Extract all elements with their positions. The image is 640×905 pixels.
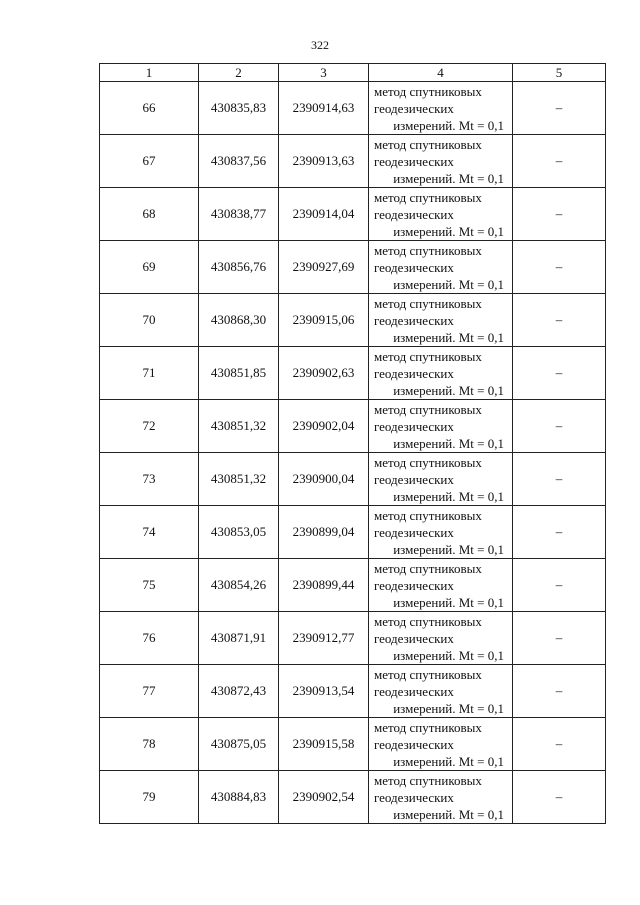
method-line: геодезических — [374, 789, 454, 805]
method-line: геодезических — [374, 736, 454, 752]
method-line: измерений. Mt = 0,1 — [393, 647, 504, 663]
y-coordinate-cell: 2390902,54 — [279, 771, 369, 824]
point-number-cell: 71 — [100, 347, 199, 400]
method-line: метод спутниковых — [374, 613, 482, 629]
header-col-4: 4 — [369, 64, 513, 82]
table-row — [100, 718, 606, 771]
point-number-cell: 72 — [100, 400, 199, 453]
table-body — [100, 82, 606, 824]
y-coordinate-cell: 2390900,04 — [279, 453, 369, 506]
header-col-5: 5 — [513, 64, 606, 82]
y-coordinate-cell: 2390915,06 — [279, 294, 369, 347]
method-line: метод спутниковых — [374, 560, 482, 576]
y-coordinate-cell: 2390913,54 — [279, 665, 369, 718]
note-cell: – — [513, 135, 606, 188]
method-line: метод спутниковых — [374, 295, 482, 311]
x-coordinate-cell: 430837,56 — [199, 135, 279, 188]
y-coordinate-cell: 2390913,63 — [279, 135, 369, 188]
method-line: измерений. Mt = 0,1 — [393, 382, 504, 398]
x-coordinate-cell: 430853,05 — [199, 506, 279, 559]
note-cell: – — [513, 347, 606, 400]
method-line: измерений. Mt = 0,1 — [393, 276, 504, 292]
table-row — [100, 665, 606, 718]
method-line: измерений. Mt = 0,1 — [393, 435, 504, 451]
table-row — [100, 559, 606, 612]
table-row — [100, 347, 606, 400]
header-col-2: 2 — [199, 64, 279, 82]
note-cell: – — [513, 241, 606, 294]
header-col-1: 1 — [100, 64, 199, 82]
note-cell: – — [513, 718, 606, 771]
method-line: геодезических — [374, 471, 454, 487]
coordinates-table — [99, 63, 606, 824]
note-cell: – — [513, 294, 606, 347]
method-line: геодезических — [374, 630, 454, 646]
table-header — [100, 64, 606, 82]
x-coordinate-cell: 430871,91 — [199, 612, 279, 665]
method-line: геодезических — [374, 259, 454, 275]
method-line: метод спутниковых — [374, 348, 482, 364]
table-row — [100, 82, 606, 135]
x-coordinate-cell: 430856,76 — [199, 241, 279, 294]
table-row — [100, 400, 606, 453]
point-number-cell: 69 — [100, 241, 199, 294]
method-line: геодезических — [374, 312, 454, 328]
method-line: геодезических — [374, 153, 454, 169]
method-cell — [369, 135, 513, 188]
table-row — [100, 771, 606, 824]
method-line: измерений. Mt = 0,1 — [393, 170, 504, 186]
method-line: геодезических — [374, 418, 454, 434]
method-cell — [369, 559, 513, 612]
method-line: метод спутниковых — [374, 401, 482, 417]
point-number-cell: 76 — [100, 612, 199, 665]
method-cell — [369, 294, 513, 347]
note-cell: – — [513, 82, 606, 135]
method-line: измерений. Mt = 0,1 — [393, 700, 504, 716]
y-coordinate-cell: 2390899,44 — [279, 559, 369, 612]
point-number-cell: 77 — [100, 665, 199, 718]
y-coordinate-cell: 2390914,63 — [279, 82, 369, 135]
table-row — [100, 135, 606, 188]
method-cell — [369, 612, 513, 665]
x-coordinate-cell: 430884,83 — [199, 771, 279, 824]
x-coordinate-cell: 430872,43 — [199, 665, 279, 718]
method-cell — [369, 82, 513, 135]
method-line: измерений. Mt = 0,1 — [393, 223, 504, 239]
note-cell: – — [513, 612, 606, 665]
y-coordinate-cell: 2390899,04 — [279, 506, 369, 559]
x-coordinate-cell: 430851,32 — [199, 453, 279, 506]
point-number-cell: 75 — [100, 559, 199, 612]
method-line: измерений. Mt = 0,1 — [393, 541, 504, 557]
method-line: метод спутниковых — [374, 189, 482, 205]
method-line: геодезических — [374, 206, 454, 222]
header-row — [100, 64, 606, 82]
method-line: геодезических — [374, 524, 454, 540]
table-row — [100, 612, 606, 665]
method-line: измерений. Mt = 0,1 — [393, 117, 504, 133]
method-line: геодезических — [374, 100, 454, 116]
method-cell — [369, 718, 513, 771]
x-coordinate-cell: 430868,30 — [199, 294, 279, 347]
x-coordinate-cell: 430835,83 — [199, 82, 279, 135]
method-line: метод спутниковых — [374, 772, 482, 788]
table-row — [100, 453, 606, 506]
point-number-cell: 66 — [100, 82, 199, 135]
method-cell — [369, 241, 513, 294]
method-line: измерений. Mt = 0,1 — [393, 806, 504, 822]
y-coordinate-cell: 2390927,69 — [279, 241, 369, 294]
point-number-cell: 79 — [100, 771, 199, 824]
page-number: 322 — [311, 38, 329, 52]
x-coordinate-cell: 430838,77 — [199, 188, 279, 241]
x-coordinate-cell: 430851,85 — [199, 347, 279, 400]
table-row — [100, 506, 606, 559]
header-col-3: 3 — [279, 64, 369, 82]
method-line: геодезических — [374, 683, 454, 699]
x-coordinate-cell: 430851,32 — [199, 400, 279, 453]
method-line: измерений. Mt = 0,1 — [393, 329, 504, 345]
method-cell — [369, 400, 513, 453]
point-number-cell: 74 — [100, 506, 199, 559]
note-cell: – — [513, 665, 606, 718]
point-number-cell: 67 — [100, 135, 199, 188]
y-coordinate-cell: 2390902,04 — [279, 400, 369, 453]
note-cell: – — [513, 400, 606, 453]
method-line: метод спутниковых — [374, 507, 482, 523]
method-line: метод спутниковых — [374, 83, 482, 99]
table-row — [100, 294, 606, 347]
method-line: геодезических — [374, 577, 454, 593]
x-coordinate-cell: 430875,05 — [199, 718, 279, 771]
note-cell: – — [513, 559, 606, 612]
y-coordinate-cell: 2390912,77 — [279, 612, 369, 665]
point-number-cell: 70 — [100, 294, 199, 347]
note-cell: – — [513, 506, 606, 559]
method-cell — [369, 188, 513, 241]
table-row — [100, 188, 606, 241]
y-coordinate-cell: 2390914,04 — [279, 188, 369, 241]
y-coordinate-cell: 2390902,63 — [279, 347, 369, 400]
method-line: геодезических — [374, 365, 454, 381]
method-cell — [369, 453, 513, 506]
method-cell — [369, 506, 513, 559]
point-number-cell: 78 — [100, 718, 199, 771]
method-line: метод спутниковых — [374, 666, 482, 682]
point-number-cell: 73 — [100, 453, 199, 506]
method-line: метод спутниковых — [374, 242, 482, 258]
method-line: измерений. Mt = 0,1 — [393, 488, 504, 504]
method-cell — [369, 347, 513, 400]
table-row — [100, 241, 606, 294]
note-cell: – — [513, 188, 606, 241]
note-cell: – — [513, 453, 606, 506]
y-coordinate-cell: 2390915,58 — [279, 718, 369, 771]
point-number-cell: 68 — [100, 188, 199, 241]
method-cell — [369, 665, 513, 718]
method-cell — [369, 771, 513, 824]
note-cell: – — [513, 771, 606, 824]
method-line: метод спутниковых — [374, 454, 482, 470]
method-line: измерений. Mt = 0,1 — [393, 753, 504, 769]
x-coordinate-cell: 430854,26 — [199, 559, 279, 612]
method-line: измерений. Mt = 0,1 — [393, 594, 504, 610]
method-line: метод спутниковых — [374, 719, 482, 735]
method-line: метод спутниковых — [374, 136, 482, 152]
